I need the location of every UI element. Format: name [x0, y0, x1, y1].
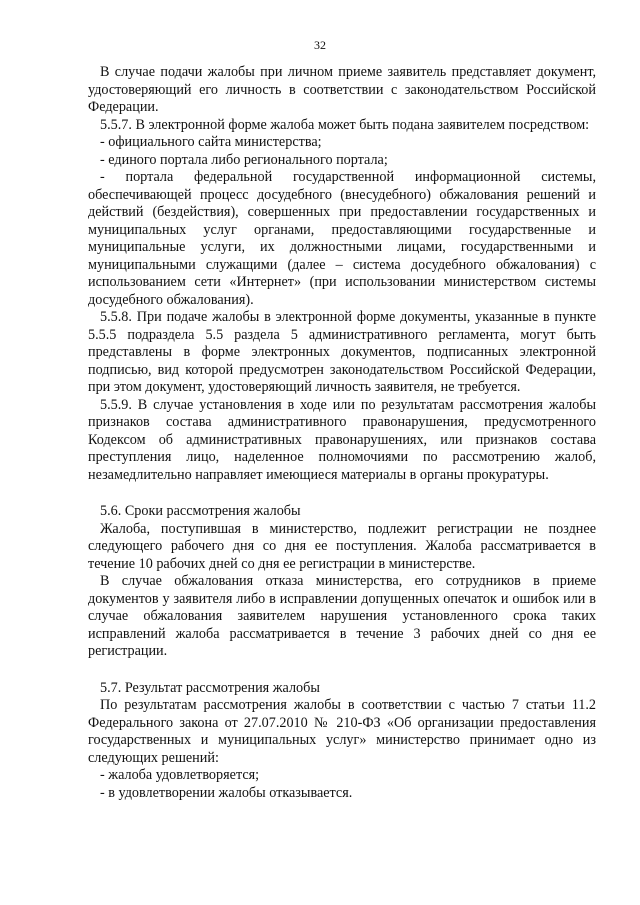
section-gap — [88, 484, 596, 503]
list-item: - в удовлетворении жалобы отказывается. — [100, 784, 353, 801]
list-item: - портала федеральной государственной информационной системы, обеспечивающей процесс досудебного (внесудебного) обжалования решений и действий (бездействия), совершенных при предоставлении государственных и муниципальных услуг органами, предоставляющими государственные и муниципальные услуги, их должностными лицами, государственными и муниципальными служащими (далее – система досудебного обжалования) с использованием сети «Интернет» (при использовании министерством системы досудебного обжалования). — [88, 169, 596, 308]
section-heading: 5.7. Результат рассмотрения жалобы — [100, 679, 320, 696]
paragraph: Жалоба, поступившая в министерство, подлежит регистрации не позднее следующего рабочего дня со дня ее поступления. Жалоба рассматривается в течение 10 рабочих дней со дня ее регистрации в министерстве. — [88, 520, 596, 572]
paragraph: В случае обжалования отказа министерства, его сотрудников в приеме документов у заявителя либо в исправлении допущенных опечаток и ошибок или в случае обжалования заявителем нарушения установленного срока таких исправлений жалоба рассматривается в течение 3 рабочих дней со дня ее регистрации. — [88, 573, 596, 659]
document-body — [88, 64, 596, 802]
section-heading: 5.6. Сроки рассмотрения жалобы — [100, 503, 301, 519]
paragraph: 5.5.8. При подаче жалобы в электронной форме документы, указанные в пункте 5.5.5 подраздела 5.5 раздела 5 административного регламента, могут быть представлены в форме электронных документов, подписанных электронной подписью, вид которой предусмотрен законодательством Российской Федерации, при этом документ, удостоверяющий личность заявителя, не требуется. — [88, 309, 596, 395]
section-gap — [88, 661, 596, 680]
paragraph: 5.5.7. В электронной форме жалоба может быть подана заявителем посредством: — [100, 116, 590, 133]
list-item: - единого портала либо регионального портала; — [100, 151, 388, 168]
list-item: - жалоба удовлетворяется; — [100, 767, 260, 783]
paragraph: 5.5.9. В случае установления в ходе или по результатам рассмотрения жалобы признаков состава административного правонарушения, предусмотренного Кодексом об административных правонарушениях, или признаков состава преступления лицо, наделенное полномочиями по рассмотрению жалоб, незамедлительно направляет имеющиеся материалы в органы прокуратуры. — [88, 396, 596, 483]
paragraph: По результатам рассмотрения жалобы в соответствии с частью 7 статьи 11.2 Федерального закона от 27.07.2010 № 210-ФЗ «Об организации предоставления государственных и муниципальных услуг» министерство принимает одно из следующих решений: — [88, 697, 596, 766]
list-item: - официального сайта министерства; — [100, 134, 322, 150]
paragraph: В случае подачи жалобы при личном приеме заявитель представляет документ, удостоверяющий его личность в соответствии с законодательством Российской Федерации. — [88, 64, 596, 115]
page-number: 32 — [314, 38, 326, 52]
